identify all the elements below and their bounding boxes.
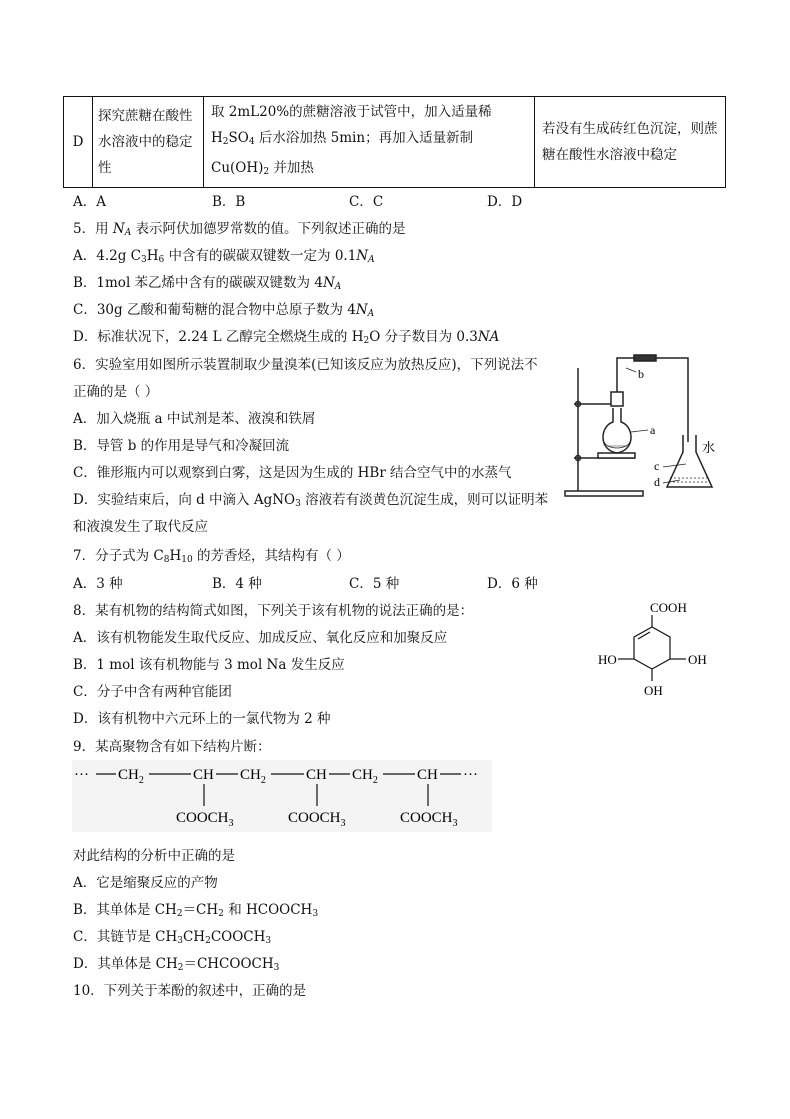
q9-option-b[interactable]: B．其单体是 $CH_2=CH_2$ 和 $HCOOCH_3$	[73, 902, 319, 919]
ch2-sub: 2	[138, 775, 144, 786]
label-b: b	[638, 367, 644, 381]
fragment-dots-left: ···	[74, 767, 89, 783]
q4-option-b[interactable]: B．B	[212, 194, 246, 210]
q6-option-d-continued: 和液溴发生了取代反应	[73, 519, 208, 535]
q6-option-d[interactable]: D．实验结束后，向 d 中滴入 AgNO$_3$ 溶液若有淡黄色沉淀生成，则可以证明苯	[73, 492, 549, 509]
ch2-group: CH	[118, 767, 139, 783]
row-operation: 取 2mL20%的蔗糖溶液于试管中，加入适量稀 $H_2SO_4$ 后水浴加热 5min；再加入适量新制 $Cu(OH)_2$ 并加热	[204, 97, 535, 188]
q5-option-a[interactable]: A．4.2g $C_3H_6$ 中含有的碳碳双键数一定为 $0.1N_A$	[73, 248, 375, 265]
ch-group: CH	[193, 767, 214, 783]
q6-option-b[interactable]: B．导管 b 的作用是导气和冷凝回流	[73, 438, 290, 454]
q4-option-a[interactable]: A．A	[73, 194, 106, 210]
cooh-label: COOH	[650, 600, 687, 615]
row-label: D	[64, 97, 93, 188]
q5-option-d[interactable]: D．标准状况下，2.24 L 乙醇完全燃烧生成的 $H_2O$ 分子数目为 0.3NA	[73, 329, 500, 346]
label-c: c	[654, 459, 660, 473]
ester-group: COOCH	[400, 810, 453, 826]
q4-option-c[interactable]: C．C	[349, 194, 384, 210]
q4-option-d[interactable]: D．D	[487, 194, 523, 210]
q9-option-c[interactable]: C．其链节是 $CH_3CH_2COOCH_3$	[73, 929, 272, 946]
q6-stem-line1: 6．实验室用如图所示装置制取少量溴苯(已知该反应为放热反应)，下列说法不	[73, 357, 538, 373]
q7-option-b[interactable]: B．4 种	[212, 576, 262, 592]
q5-option-c[interactable]: C．30g 乙酸和葡萄糖的混合物中总原子数为 $4N_A$	[73, 302, 375, 319]
q8-option-a[interactable]: A．该有机物能发生取代反应、加成反应、氧化反应和加聚反应	[73, 630, 448, 646]
q9-option-d[interactable]: D．其单体是 $CH_2=CHCOOCH_3$	[73, 956, 280, 973]
ester-sub: 3	[228, 818, 234, 829]
q5-option-b[interactable]: B．1mol 苯乙烯中含有的碳碳双键数为 $4N_A$	[73, 275, 342, 292]
q9-option-a[interactable]: A．它是缩聚反应的产物	[73, 875, 218, 891]
ester-sub: 3	[452, 818, 458, 829]
q7-stem: 7．分子式为 $C_8H_{10}$ 的芳香烃，其结构有（ ）	[73, 548, 350, 565]
experiment-table	[63, 96, 726, 188]
table-row	[64, 97, 726, 188]
q6-option-c[interactable]: C．锥形瓶内可以观察到白雾，这是因为生成的 HBr 结合空气中的水蒸气	[73, 465, 512, 481]
bromobenzene-apparatus-figure	[560, 350, 735, 502]
row-conclusion: 若没有生成砖红色沉淀，则蔗糖在酸性水溶液中稳定	[535, 97, 726, 188]
ch2-group: CH	[240, 767, 261, 783]
q7-option-a[interactable]: A．3 种	[73, 576, 123, 592]
ch2-sub: 2	[260, 775, 266, 786]
ester-sub: 3	[340, 818, 346, 829]
q7-option-d[interactable]: D．6 种	[487, 576, 538, 592]
q5-stem: 5．用 $N_A$ 表示阿伏加德罗常数的值。下列叙述正确的是	[73, 221, 406, 238]
ch-group: CH	[306, 767, 327, 783]
q9-analysis: 对此结构的分析中正确的是	[73, 848, 235, 864]
ch2-sub: 2	[372, 775, 378, 786]
shikimic-acid-structure	[598, 597, 728, 705]
q7-option-c[interactable]: C．5 种	[349, 576, 400, 592]
ho-label: HO	[598, 652, 617, 667]
oh-right-label: OH	[688, 652, 707, 667]
q6-option-a[interactable]: A．加入烧瓶 a 中试剂是苯、液溴和铁屑	[73, 411, 316, 427]
fragment-dots-right: ···	[463, 767, 478, 783]
oh-bottom-label: OH	[644, 683, 663, 698]
ch2-group: CH	[352, 767, 373, 783]
q9-stem: 9．某高聚物含有如下结构片断：	[73, 739, 271, 755]
ch-group: CH	[417, 767, 438, 783]
label-a: a	[650, 423, 656, 437]
q8-option-b[interactable]: B．1 mol 该有机物能与 3 mol Na 发生反应	[73, 657, 345, 673]
q6-stem-line2: 正确的是（ ）	[73, 384, 159, 400]
q8-stem: 8．某有机物的结构简式如图，下列关于该有机物的说法正确的是：	[73, 603, 474, 619]
label-water: 水	[702, 440, 716, 455]
label-d: d	[654, 475, 660, 489]
polymer-fragment	[72, 760, 492, 832]
row-purpose: 探究蔗糖在酸性水溶液中的稳定性	[93, 97, 204, 188]
q8-option-c[interactable]: C．分子中含有两种官能团	[73, 684, 232, 700]
ester-group: COOCH	[288, 810, 341, 826]
ester-group: COOCH	[176, 810, 229, 826]
q8-option-d[interactable]: D．该有机物中六元环上的一氯代物为 2 种	[73, 711, 331, 727]
q10-stem: 10．下列关于苯酚的叙述中，正确的是	[73, 983, 307, 999]
